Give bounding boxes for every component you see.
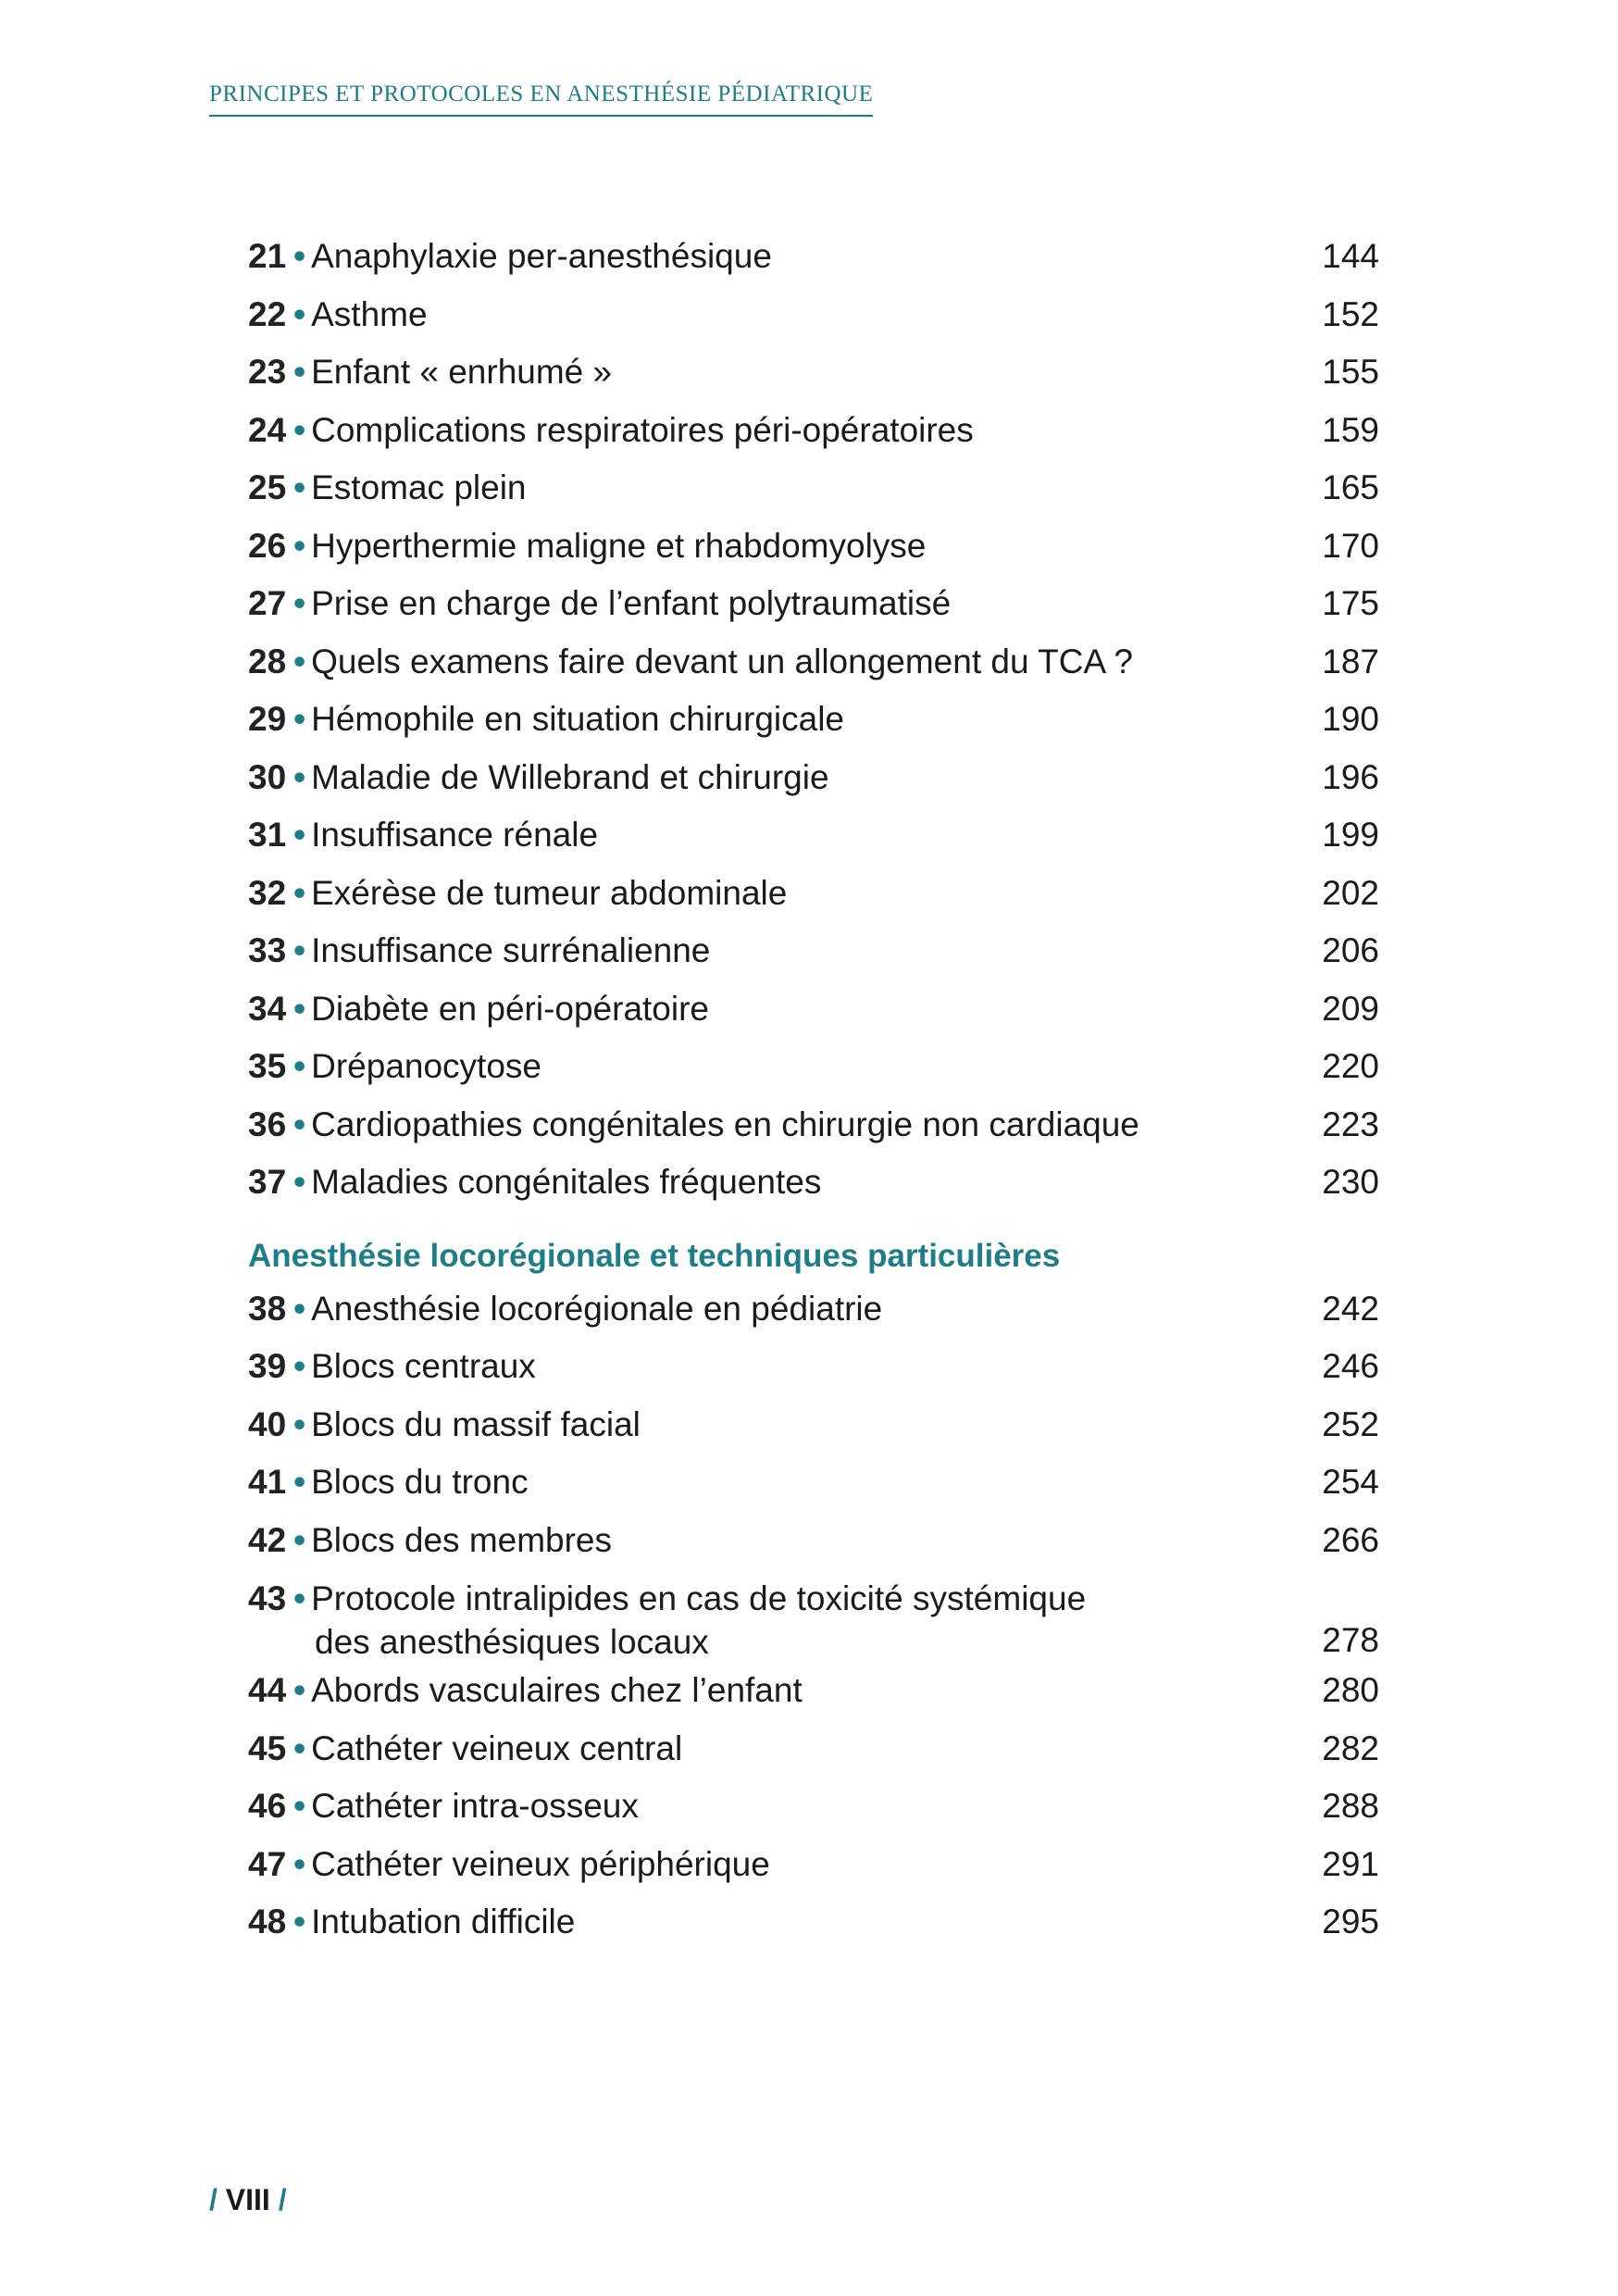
toc-entry-title: Diabète en péri-opératoire — [311, 989, 709, 1028]
bullet-icon: • — [293, 1787, 306, 1825]
toc-entry — [248, 922, 1379, 980]
folio — [209, 2183, 287, 2217]
toc-entry-title: Hémophile en situation chirurgicale — [311, 700, 844, 738]
toc-entry-title: Anesthésie locorégionale en pédiatrie — [311, 1289, 883, 1328]
toc-entry-number: 22 — [248, 294, 287, 333]
toc-entry — [248, 1569, 1379, 1662]
toc-entry-number: 23 — [248, 353, 287, 391]
toc-entry-number: 44 — [248, 1671, 287, 1709]
toc-entry — [248, 1454, 1379, 1512]
toc-entry-number: 21 — [248, 237, 287, 275]
toc-entry-number: 24 — [248, 410, 287, 449]
toc-entry-page: 288 — [1322, 1787, 1379, 1825]
bullet-icon: • — [293, 237, 306, 275]
toc-entry-page: 202 — [1322, 873, 1379, 912]
toc-entry — [248, 1038, 1379, 1096]
toc-entry — [248, 518, 1379, 576]
toc-entry — [248, 980, 1379, 1039]
bullet-icon: • — [293, 1463, 306, 1501]
toc-entry-title: Cathéter veineux périphérique — [311, 1844, 770, 1883]
toc-entry — [248, 633, 1379, 692]
toc-entry-title: Blocs du tronc — [311, 1463, 529, 1501]
toc-entry-title: Maladie de Willebrand et chirurgie — [311, 757, 829, 796]
toc-entry-title: Enfant « enrhumé » — [311, 353, 613, 391]
toc-entry-page: 242 — [1322, 1289, 1379, 1328]
bullet-icon: • — [293, 1844, 306, 1883]
toc-entry-title: Cathéter intra-osseux — [311, 1787, 639, 1825]
bullet-icon: • — [293, 1347, 306, 1385]
bullet-icon: • — [293, 1520, 306, 1559]
folio-number: VIII — [225, 2183, 270, 2216]
toc-entry-page: 165 — [1322, 468, 1379, 506]
toc-entry — [248, 1154, 1379, 1212]
toc-entry-number: 26 — [248, 526, 287, 565]
toc-entry-title: Drépanocytose — [311, 1047, 541, 1085]
toc-entry-page: 206 — [1322, 931, 1379, 969]
bullet-icon: • — [293, 584, 306, 622]
running-head: PRINCIPES ET PROTOCOLES EN ANESTHÉSIE PÉDIATRIQUE — [209, 81, 873, 117]
toc-entry-title: Complications respiratoires péri-opératoires — [311, 410, 974, 449]
toc-entry-page: 144 — [1322, 237, 1379, 275]
toc-entry — [248, 1836, 1379, 1894]
bullet-icon: • — [293, 931, 306, 969]
toc-entry-title-continued: des anesthésiques locaux — [315, 1623, 709, 1661]
toc-entry — [248, 286, 1379, 344]
toc-entry — [248, 806, 1379, 865]
toc-entry-page: 190 — [1322, 700, 1379, 738]
toc-entry-page: 266 — [1322, 1520, 1379, 1559]
toc-entry — [248, 343, 1379, 402]
toc-entry-number: 31 — [248, 816, 287, 854]
bullet-icon: • — [293, 757, 306, 796]
toc-entry-number: 45 — [248, 1728, 287, 1767]
bullet-icon: • — [293, 642, 306, 680]
bullet-icon: • — [293, 1728, 306, 1767]
toc-entry-page: 230 — [1322, 1163, 1379, 1201]
toc-entry — [248, 1778, 1379, 1836]
toc-entry-page: 223 — [1322, 1104, 1379, 1143]
toc-entry-title: Prise en charge de l’enfant polytraumatisé — [311, 584, 952, 622]
bullet-icon: • — [293, 1289, 306, 1328]
toc-entry-number: 30 — [248, 757, 287, 796]
toc-entry-page: 159 — [1322, 410, 1379, 449]
toc-entry — [248, 1662, 1379, 1720]
bullet-icon: • — [293, 353, 306, 391]
toc-entry-page: 155 — [1322, 353, 1379, 391]
toc-entry — [248, 1720, 1379, 1778]
toc-entry-title: Asthme — [311, 294, 428, 333]
toc-entry-number: 43 — [248, 1579, 287, 1617]
toc-entry-page: 209 — [1322, 989, 1379, 1028]
toc-entry-title: Insuffisance surrénalienne — [311, 931, 711, 969]
toc-entry-number: 40 — [248, 1404, 287, 1443]
toc-entry — [248, 575, 1379, 633]
toc-entry-number: 38 — [248, 1289, 287, 1328]
toc-entry-title: Cathéter veineux central — [311, 1728, 683, 1767]
toc-entry-title: Blocs des membres — [311, 1520, 613, 1559]
toc-entry — [248, 1096, 1379, 1154]
toc-entry-title: Blocs du massif facial — [311, 1404, 641, 1443]
toc-entry-page: 282 — [1322, 1728, 1379, 1767]
table-of-contents — [248, 228, 1379, 1952]
toc-entry-page: 152 — [1322, 294, 1379, 333]
toc-entry-page: 220 — [1322, 1047, 1379, 1085]
toc-entry — [248, 691, 1379, 749]
toc-entry-page: 246 — [1322, 1347, 1379, 1385]
toc-entry-number: 42 — [248, 1520, 287, 1559]
toc-entry-number: 36 — [248, 1104, 287, 1143]
bullet-icon: • — [293, 1047, 306, 1085]
toc-entry-page: 295 — [1322, 1903, 1379, 1940]
toc-entry-number: 27 — [248, 584, 287, 622]
toc-entry — [248, 402, 1379, 460]
toc-entry-number: 48 — [248, 1903, 287, 1940]
toc-part-2 — [248, 1280, 1379, 1952]
toc-entry — [248, 749, 1379, 807]
toc-entry — [248, 228, 1379, 286]
toc-entry-page: 291 — [1322, 1844, 1379, 1883]
toc-entry-title: Exérèse de tumeur abdominale — [311, 873, 788, 912]
toc-entry-number: 47 — [248, 1844, 287, 1883]
toc-entry — [248, 1396, 1379, 1454]
toc-entry-page: 187 — [1322, 642, 1379, 680]
toc-entry-title: Estomac plein — [311, 468, 527, 506]
toc-entry-number: 25 — [248, 468, 287, 506]
toc-entry-title: Blocs centraux — [311, 1347, 536, 1385]
toc-entry-page: 170 — [1322, 526, 1379, 565]
bullet-icon: • — [293, 1104, 306, 1143]
toc-entry-title: Insuffisance rénale — [311, 816, 599, 854]
bullet-icon: • — [293, 1579, 306, 1617]
toc-entry — [248, 865, 1379, 923]
toc-entry — [248, 459, 1379, 518]
toc-entry-page: 252 — [1322, 1404, 1379, 1443]
bullet-icon: • — [293, 1163, 306, 1201]
toc-entry-title: Hyperthermie maligne et rhabdomyolyse — [311, 526, 927, 565]
toc-entry-number: 46 — [248, 1787, 287, 1825]
toc-entry-number: 39 — [248, 1347, 287, 1385]
bullet-icon: • — [293, 1903, 306, 1940]
toc-entry-title: Maladies congénitales fréquentes — [311, 1163, 822, 1201]
bullet-icon: • — [293, 873, 306, 912]
bullet-icon: • — [293, 700, 306, 738]
toc-entry-page: 175 — [1322, 584, 1379, 622]
bullet-icon: • — [293, 468, 306, 506]
toc-entry-page: 196 — [1322, 757, 1379, 796]
folio-slash-right: / — [278, 2183, 287, 2216]
section-heading: Anesthésie locorégionale et techniques particulières — [248, 1237, 1061, 1274]
toc-entry-number: 33 — [248, 931, 287, 969]
folio-slash-left: / — [209, 2183, 218, 2216]
toc-entry — [248, 1512, 1379, 1570]
toc-entry-page: 254 — [1322, 1463, 1379, 1501]
bullet-icon: • — [293, 1671, 306, 1709]
toc-entry-page: 278 — [1322, 1621, 1379, 1659]
bullet-icon: • — [293, 294, 306, 333]
toc-entry-number: 32 — [248, 873, 287, 912]
toc-entry-page: 199 — [1322, 816, 1379, 854]
bullet-icon: • — [293, 410, 306, 449]
bullet-icon: • — [293, 1404, 306, 1443]
toc-entry-title: Cardiopathies congénitales en chirurgie non cardiaque — [311, 1104, 1139, 1143]
toc-entry-number: 29 — [248, 700, 287, 738]
bullet-icon: • — [293, 526, 306, 565]
toc-entry-title: Anaphylaxie per-anesthésique — [311, 237, 772, 275]
bullet-icon: • — [293, 816, 306, 854]
toc-entry-number: 41 — [248, 1463, 287, 1501]
toc-entry-page: 280 — [1322, 1671, 1379, 1709]
toc-entry-title: Intubation difficile — [311, 1903, 576, 1940]
toc-entry-title: Protocole intralipides en cas de toxicité systémique — [311, 1579, 1087, 1617]
bullet-icon: • — [293, 989, 306, 1028]
toc-entry-number: 37 — [248, 1163, 287, 1201]
toc-entry-number: 28 — [248, 642, 287, 680]
toc-entry-number: 35 — [248, 1047, 287, 1085]
toc-part-1 — [248, 228, 1379, 1212]
toc-entry — [248, 1280, 1379, 1339]
toc-entry-title: Abords vasculaires chez l’enfant — [311, 1671, 803, 1709]
toc-entry — [248, 1893, 1379, 1952]
toc-entry-title: Quels examens faire devant un allongement du TCA ? — [311, 642, 1133, 680]
toc-entry — [248, 1338, 1379, 1396]
toc-entry-number: 34 — [248, 989, 287, 1028]
